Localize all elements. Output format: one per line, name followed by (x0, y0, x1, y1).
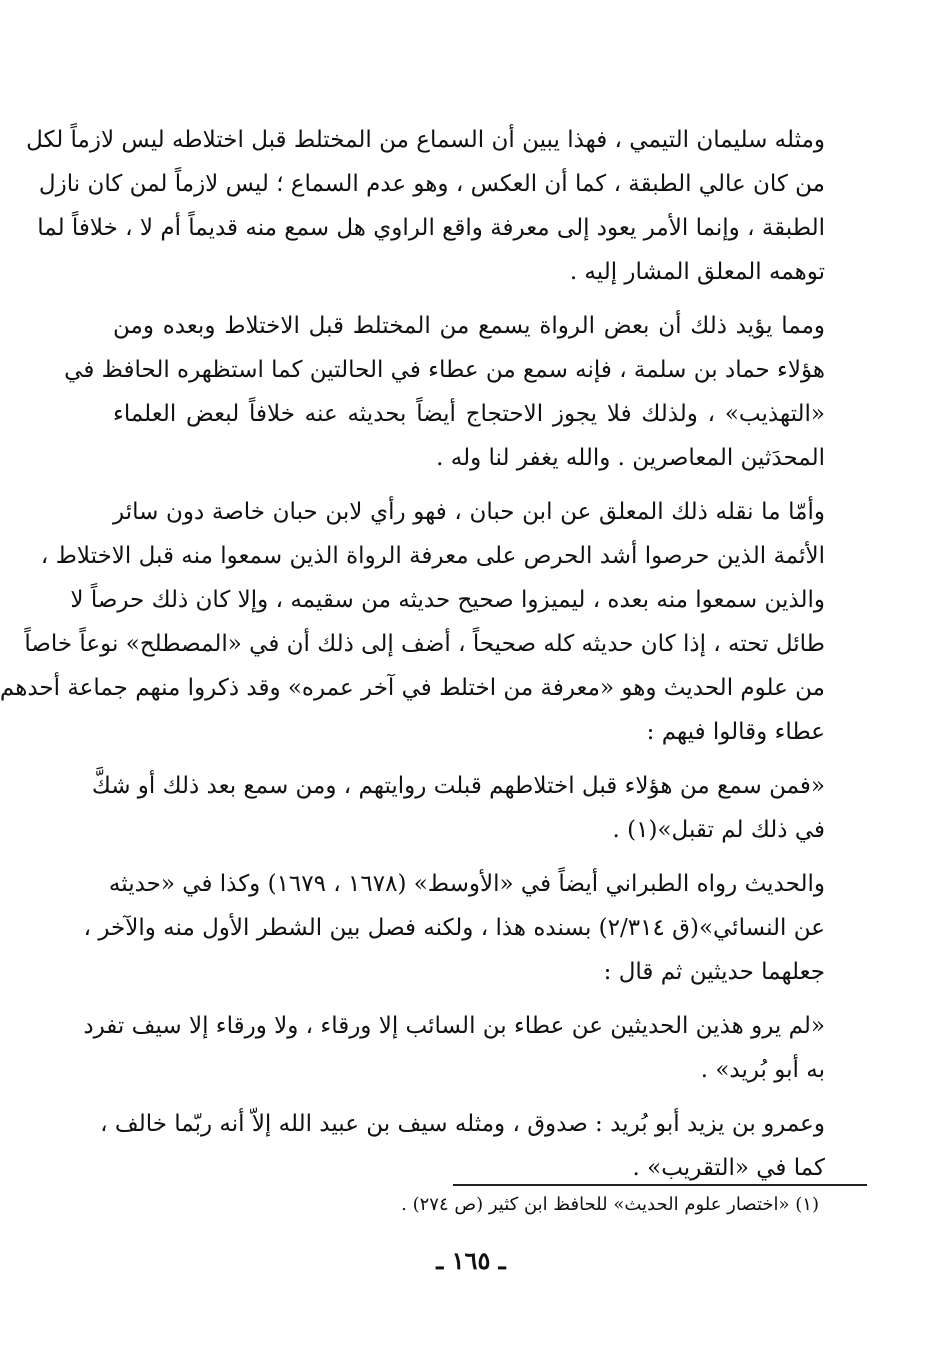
quote-2 (83, 1004, 825, 1092)
text-line: المحدَثين المعاصرين . والله يغفر لنا وله . (436, 445, 825, 471)
text-line: «التهذيب» ، ولذلك فلا يجوز الاحتجاج أيضاً بحديثه عنه خلافاً لبعض العلماء (113, 401, 825, 427)
quote-1 (91, 764, 825, 852)
text-line: من علوم الحديث وهو «معرفة من اختلط في آخر عمره» وقد ذكروا منهم جماعة أحدهم (0, 675, 825, 701)
paragraph-3 (0, 490, 825, 754)
footnote: (١) «اختصار علوم الحديث» للحافظ ابن كثير (ص ٢٧٤) . (401, 1194, 819, 1215)
text-line: الأئمة الذين حرصوا أشد الحرص على معرفة الرواة الذين سمعوا منه قبل الاختلاط ، (40, 543, 825, 569)
main-text (0, 118, 825, 1200)
paragraph-4 (83, 862, 825, 994)
paragraph-5 (100, 1102, 825, 1190)
text-line: وعمرو بن يزيد أبو بُريد : صدوق ، ومثله سيف بن عبيد الله إلاّ أنه ربّما خالف ، (100, 1111, 825, 1137)
text-line: ومما يؤيد ذلك أن بعض الرواة يسمع من المختلط قبل الاختلاط وبعده ومن (113, 313, 825, 339)
text-line: كما في «التقريب» . (632, 1155, 825, 1181)
text-line: وأمّا ما نقله ذلك المعلق عن ابن حبان ، فهو رأي لابن حبان خاصة دون سائر (113, 499, 825, 525)
text-line: عطاء وقالوا فيهم : (646, 719, 825, 745)
text-line: والذين سمعوا منه بعده ، ليميزوا صحيح حديثه من سقيمه ، وإلا كان ذلك حرصاً لا (70, 587, 825, 613)
text-line: «فمن سمع من هؤلاء قبل اختلاطهم قبلت روايتهم ، ومن سمع بعد ذلك أو شكَّ (91, 773, 825, 799)
page-number: ـ ١٦٥ ـ (436, 1246, 506, 1275)
text-line: به أبو بُريد» . (700, 1057, 825, 1083)
text-line: عن النسائي»(ق ٢/٣١٤) بسنده هذا ، ولكنه فصل بين الشطر الأول منه والآخر ، (83, 915, 825, 941)
paragraph-1 (26, 118, 825, 294)
text-line: طائل تحته ، إذا كان حديثه كله صحيحاً ، أضف إلى ذلك أن في «المصطلح» نوعاً خاصاً (24, 631, 825, 657)
paragraph-2 (64, 304, 825, 480)
text-line: ومثله سليمان التيمي ، فهذا يبين أن السماع من المختلط قبل اختلاطه ليس لازماً لكل (26, 127, 825, 153)
text-line: توهمه المعلق المشار إليه . (569, 259, 825, 285)
footnote-divider (453, 1184, 867, 1186)
text-line: في ذلك لم تقبل»(١) . (612, 817, 825, 843)
text-line: هؤلاء حماد بن سلمة ، فإنه سمع من عطاء في الحالتين كما استظهره الحافظ في (64, 357, 825, 383)
text-line: جعلهما حديثين ثم قال : (603, 959, 825, 985)
text-line: من كان عالي الطبقة ، كما أن العكس ، وهو عدم السماع ؛ ليس لازماً لمن كان نازل (38, 171, 825, 197)
text-line: الطبقة ، وإنما الأمر يعود إلى معرفة واقع الراوي هل سمع منه قديماً أم لا ، خلافاً لما (37, 215, 825, 241)
text-line: «لم يرو هذين الحديثين عن عطاء بن السائب إلا ورقاء ، ولا ورقاء إلا سيف تفرد (83, 1013, 825, 1039)
text-line: والحديث رواه الطبراني أيضاً في «الأوسط» (١٦٧٨ ، ١٦٧٩) وكذا في «حديثه (108, 871, 825, 897)
